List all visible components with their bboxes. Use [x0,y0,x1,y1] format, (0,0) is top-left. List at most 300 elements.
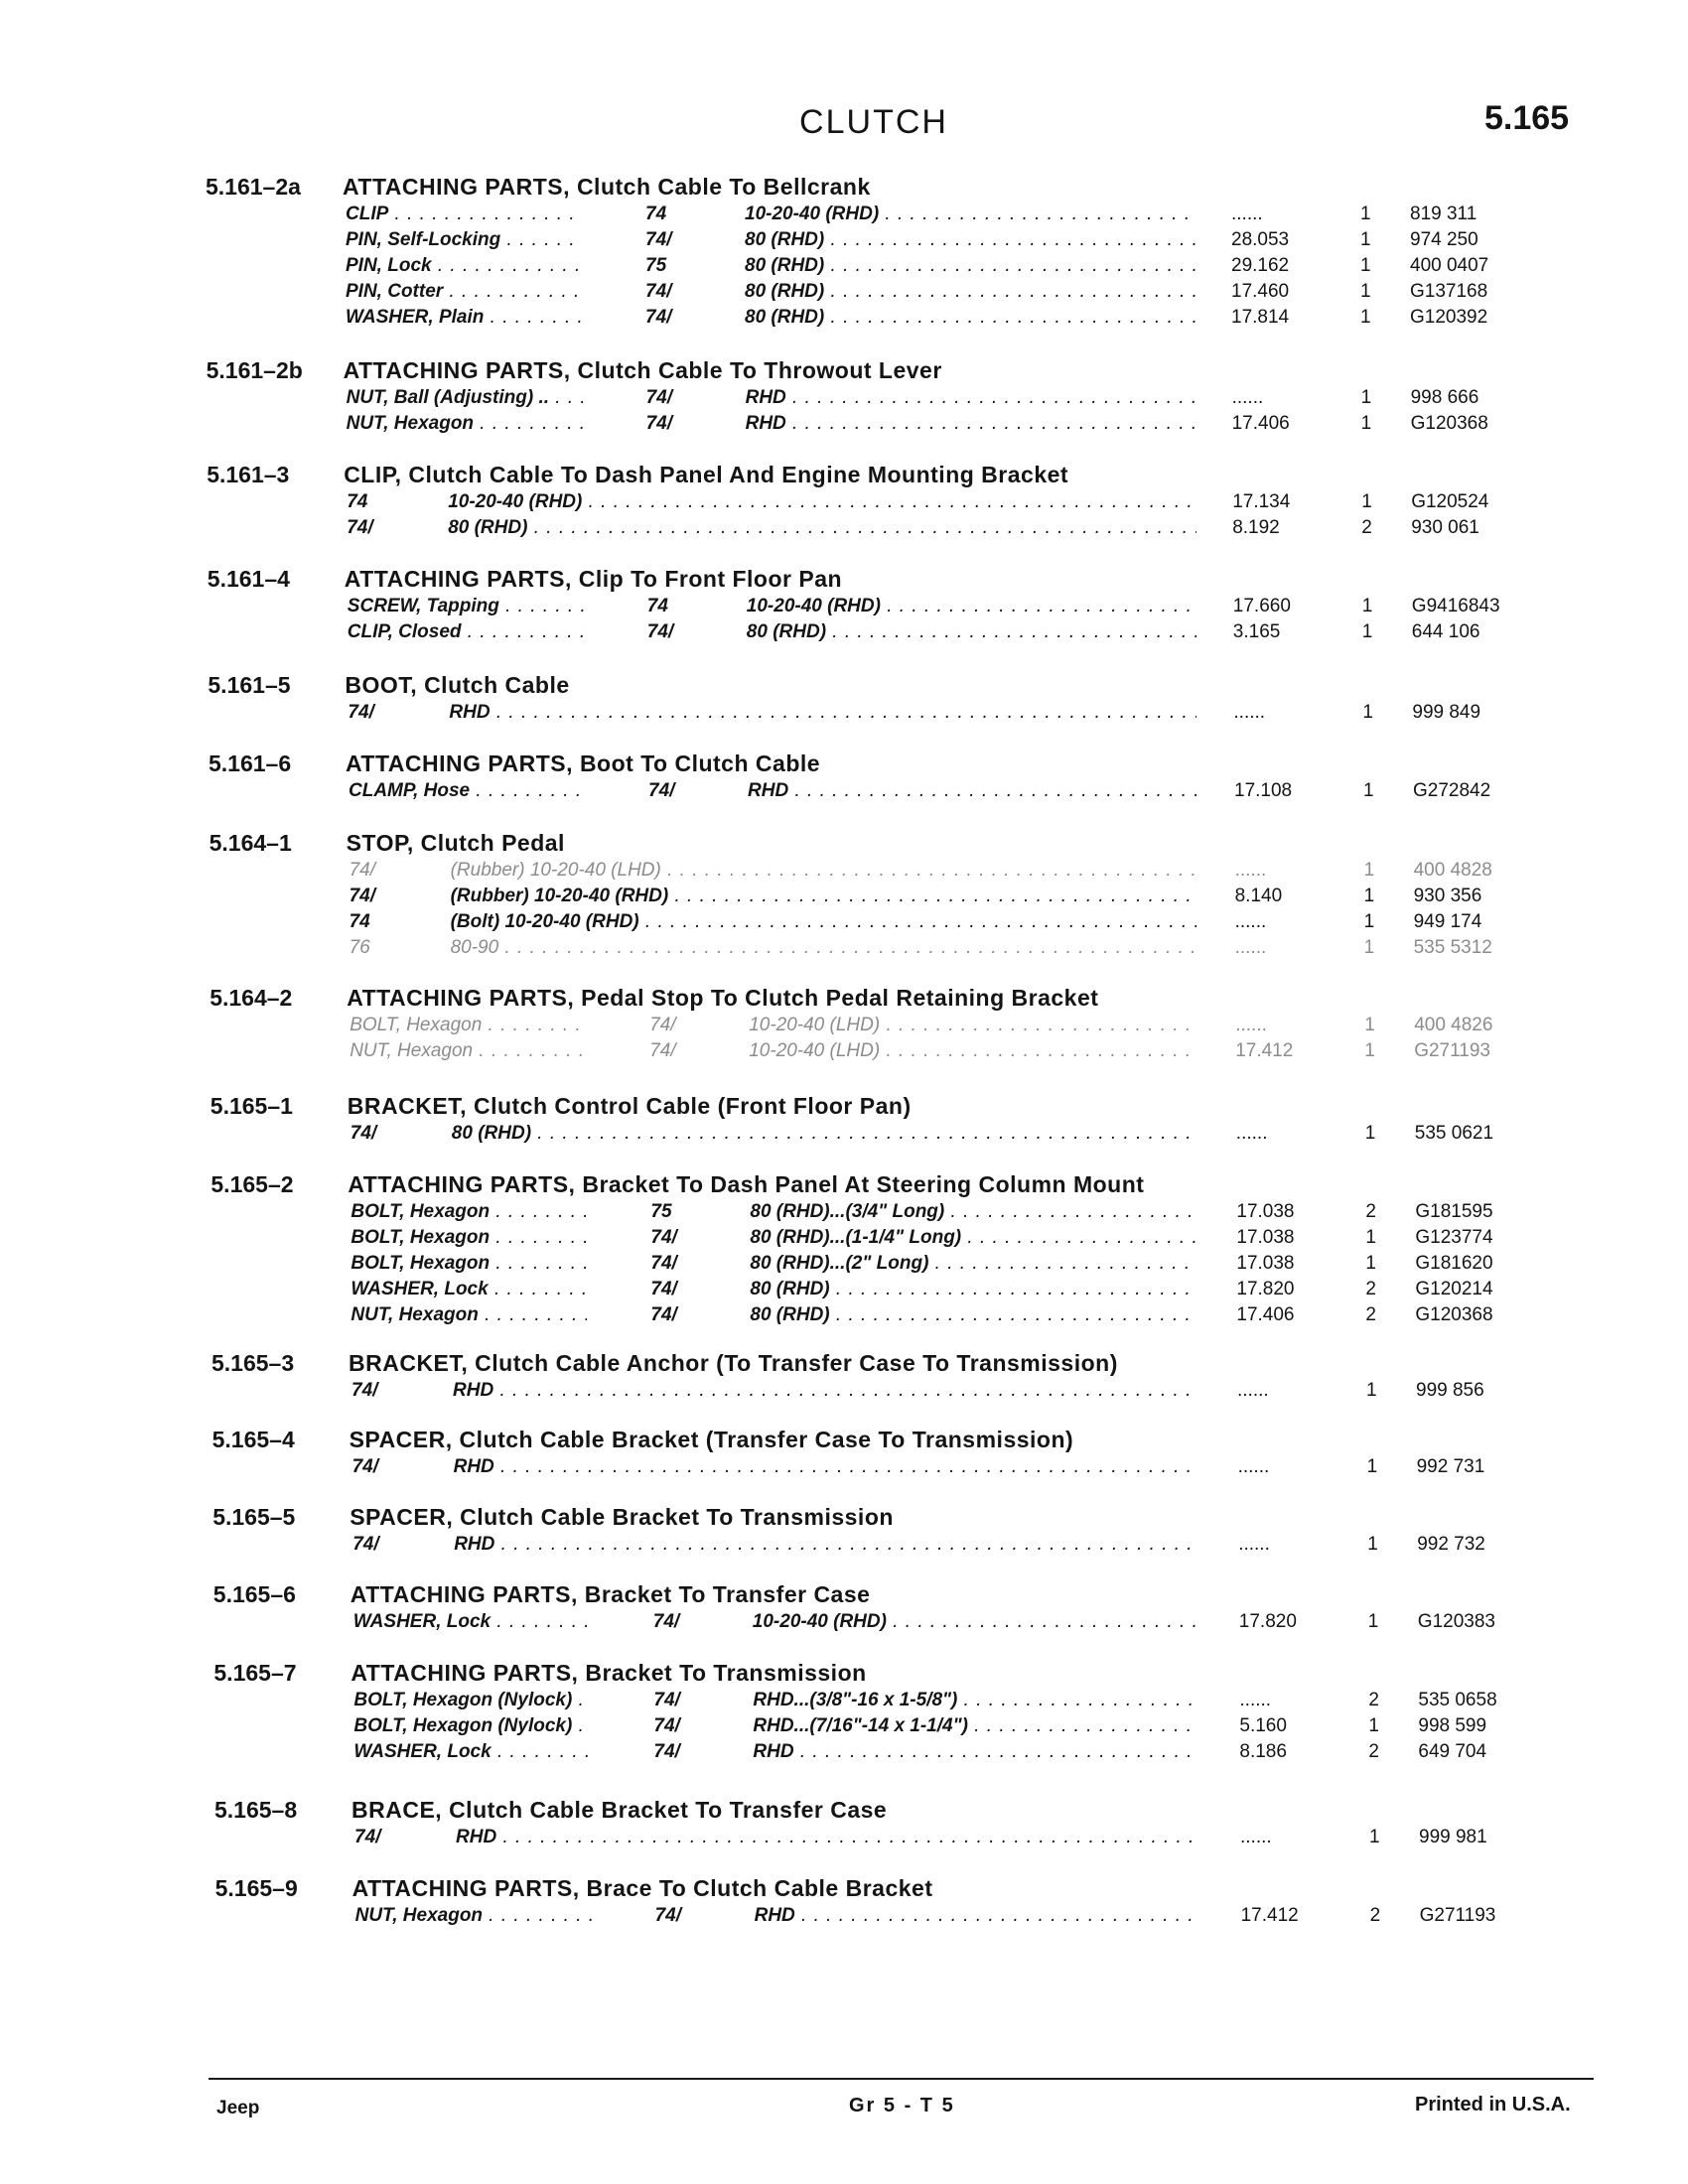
illustration-reference: 17.038 [1236,1201,1295,1222]
section-item-name: ATTACHING PARTS, [343,174,571,200]
quantity: 1 [1364,1123,1376,1144]
section-number: 5.161–3 [207,462,290,487]
part-number: 974 250 [1410,229,1478,250]
model-application: RHD . . . [753,1741,1196,1763]
model-year: 74/ [645,413,673,434]
part-row [0,204,1688,229]
section-title [352,1797,887,1824]
part-row [0,780,1688,806]
model-application: 80 (RHD) . . . [745,281,1196,303]
illustration-reference: ...... [1231,387,1264,408]
model-application: RHD...(3/8"-16 x 1-5/8") . . . [753,1690,1196,1711]
part-number: 999 981 [1419,1827,1487,1847]
model-year: 74/ [646,621,674,642]
part-row [0,281,1688,307]
section-number: 5.165–8 [214,1797,298,1823]
quantity: 2 [1368,1690,1379,1710]
part-description: WASHER, Lock . . . [351,1279,587,1300]
quantity: 1 [1360,281,1371,302]
part-row [0,491,1688,517]
part-row [0,1827,1688,1852]
part-description: WASHER, Lock . . . [353,1741,590,1763]
quantity: 1 [1363,911,1375,932]
model-year: 74/ [645,281,672,302]
illustration-reference: 17.660 [1232,596,1291,616]
section-item-name: ATTACHING PARTS, [346,751,574,776]
model-application: RHD . . . [454,1534,1196,1556]
quantity: 1 [1361,621,1373,642]
page-title: CLUTCH [799,103,948,141]
section-item-description: Boot To Clutch Cable [579,751,821,776]
part-number: 992 731 [1416,1456,1485,1477]
model-year: 74/ [649,1015,676,1035]
model-application: 80 (RHD)...(3/4" Long) . . . [750,1201,1196,1223]
quantity: 2 [1365,1201,1376,1222]
part-row [0,1304,1688,1330]
quantity: 1 [1362,702,1373,723]
part-row [0,1123,1688,1149]
section-item-name: BRACKET, [349,1350,469,1376]
part-number: G271193 [1419,1905,1496,1926]
part-row [0,1715,1688,1741]
part-description: BOLT, Hexagon . . . [351,1201,587,1223]
model-year: 74/ [645,229,672,250]
model-application: RHD . . . [449,702,1196,724]
part-row [0,387,1688,413]
illustration-reference: 17.412 [1240,1905,1299,1926]
section-item-description: Clutch Cable Bracket To Transmission [460,1504,894,1530]
section-item-name: SPACER, [349,1427,453,1452]
section-item-name: ATTACHING PARTS, [351,1660,579,1686]
illustration-reference: 5.160 [1239,1715,1287,1736]
quantity: 2 [1365,1279,1376,1299]
illustration-reference: 17.820 [1236,1279,1295,1299]
part-row [0,937,1688,963]
quantity: 1 [1369,1827,1380,1847]
model-application: 80 (RHD) . . . [750,1304,1196,1326]
model-application: RHD . . . [456,1827,1196,1848]
section-item-name: ATTACHING PARTS, [344,566,572,592]
model-year: 74/ [650,1279,677,1299]
model-application: 80 (RHD) . . . [747,621,1196,643]
illustration-reference: 3.165 [1232,621,1281,642]
part-description: WASHER, Lock . . . [353,1611,590,1633]
section-item-name: ATTACHING PARTS, [350,1581,578,1607]
quantity: 1 [1361,491,1372,512]
part-number: G120383 [1417,1611,1495,1632]
part-row [0,596,1688,621]
model-application: 80 (RHD) . . . [448,517,1196,539]
model-year: 74/ [649,1040,676,1061]
section-title [348,1093,912,1120]
section-number: 5.164–1 [209,830,292,856]
section-title [351,1660,866,1687]
illustration-reference: ...... [1237,1380,1269,1401]
model-year: 74 [645,204,667,224]
section-item-description: Clutch Control Cable (Front Floor Pan) [473,1093,912,1119]
part-number: G120368 [1415,1304,1493,1325]
section-item-description: Clutch Cable To Bellcrank [576,174,871,200]
model-application: 80 (RHD) . . . [750,1279,1196,1300]
model-application: 80 (RHD)...(1-1/4" Long) . . . [750,1227,1196,1249]
part-number: 644 106 [1411,621,1480,642]
part-row [0,886,1688,911]
part-number: G181595 [1415,1201,1493,1222]
quantity: 2 [1365,1304,1376,1325]
section-item-description: Clutch Cable [424,672,570,698]
illustration-reference: 17.406 [1231,413,1290,434]
part-description: CLIP . . . [346,204,582,225]
model-year: 74/ [347,517,373,538]
section-item-name: BRACE, [352,1797,443,1823]
part-description: BOLT, Hexagon . . . [351,1253,587,1275]
model-application: RHD . . . [755,1905,1196,1927]
part-row [0,255,1688,281]
illustration-reference: ...... [1234,860,1267,881]
model-year: 74/ [652,1611,680,1632]
section-number: 5.165–7 [213,1660,297,1686]
model-application: 80 (RHD)...(2" Long) . . . [750,1253,1196,1275]
part-row [0,517,1688,543]
part-description: CLIP, Closed . . . [348,621,584,643]
quantity: 2 [1361,517,1372,538]
model-application: 10-20-40 (RHD) . . . [753,1611,1196,1633]
model-application: 10-20-40 (RHD) . . . [448,491,1196,513]
model-year: 74 [646,596,668,616]
model-application: (Rubber) 10-20-40 (RHD) . . . [451,886,1196,907]
part-row [0,1741,1688,1767]
model-year: 74/ [352,1456,379,1477]
illustration-reference: 17.108 [1234,780,1293,801]
part-number: G120368 [1410,413,1488,434]
model-year: 74/ [645,387,673,408]
part-row [0,1040,1688,1066]
part-number: 999 856 [1416,1380,1484,1401]
illustration-reference: 28.053 [1231,229,1290,250]
model-year: 74/ [352,1380,378,1401]
part-row [0,911,1688,937]
quantity: 1 [1367,1611,1379,1632]
part-number: G120392 [1410,307,1488,328]
part-number: 949 174 [1413,911,1482,932]
section-item-description: Brace To Clutch Cable Bracket [586,1875,933,1901]
part-description: NUT, Hexagon . . . [355,1905,592,1927]
model-application: RHD . . . [453,1380,1196,1402]
model-year: 75 [650,1201,672,1222]
illustration-reference: ...... [1240,1827,1272,1847]
part-number: 930 061 [1411,517,1479,538]
model-application: 80 (RHD) . . . [745,255,1196,277]
part-description: PIN, Cotter . . . [346,281,582,303]
model-application: (Rubber) 10-20-40 (LHD) . . . [451,860,1196,882]
model-year: 74/ [352,1534,379,1555]
part-number: 998 599 [1418,1715,1487,1736]
quantity: 1 [1360,229,1371,250]
quantity: 1 [1363,886,1375,906]
illustration-reference: ...... [1235,1015,1267,1035]
section-title [350,1504,894,1531]
section-number: 5.165–6 [212,1581,296,1607]
quantity: 1 [1360,307,1371,328]
section-item-description: Clutch Cable To Dash Panel And Engine Mounting Bracket [408,462,1069,487]
section-title [351,1581,871,1608]
quantity: 1 [1366,1456,1378,1477]
part-number: G9416843 [1411,596,1500,616]
section-item-name: BRACKET, [347,1093,468,1119]
part-row [0,1015,1688,1040]
quantity: 1 [1366,1380,1377,1401]
section-title [347,985,1098,1012]
part-row [0,1905,1688,1931]
part-description: NUT, Ball (Adjusting) .. . . . [347,387,583,409]
illustration-reference: 8.186 [1239,1741,1287,1762]
quantity: 1 [1365,1227,1376,1248]
part-number: 999 849 [1412,702,1481,723]
section-item-description: Clutch Cable Bracket (Transfer Case To Transmission) [459,1427,1074,1452]
quantity: 1 [1363,860,1375,881]
section-number: 5.165–9 [214,1875,298,1901]
part-number: G123774 [1415,1227,1493,1248]
section-title [344,357,942,384]
section-title [345,566,842,593]
part-row [0,413,1688,439]
part-row [0,1690,1688,1715]
section-title [347,830,565,857]
model-year: 74/ [650,1253,677,1274]
illustration-reference: 17.134 [1232,491,1291,512]
section-title [349,1350,1118,1377]
section-item-description: Clutch Cable Anchor (To Transfer Case To Transmission) [475,1350,1118,1376]
part-number: 649 704 [1418,1741,1487,1762]
part-row [0,702,1688,728]
part-row [0,1279,1688,1304]
quantity: 1 [1368,1715,1379,1736]
model-application: 80 (RHD) . . . [452,1123,1196,1145]
footer-group: Gr 5 - T 5 [849,2095,955,2116]
section-number: 5.165–3 [211,1350,295,1376]
part-row [0,229,1688,255]
model-year: 76 [349,937,370,958]
illustration-reference: 8.140 [1234,886,1283,906]
model-application: 10-20-40 (LHD) . . . [749,1040,1196,1062]
section-item-description: Clutch Pedal [420,830,565,856]
model-application: RHD . . . [748,780,1196,802]
part-number: G137168 [1410,281,1488,302]
model-application: 80 (RHD) . . . [745,307,1196,329]
illustration-reference: ...... [1233,702,1266,723]
part-row [0,307,1688,333]
part-number: 819 311 [1410,204,1477,224]
section-number: 5.165–1 [210,1093,293,1119]
part-description: WASHER, Plain . . . [346,307,582,329]
illustration-reference: ...... [1239,1690,1272,1710]
part-row [0,621,1688,647]
part-description: PIN, Self-Locking . . . [346,229,582,251]
part-row [0,1253,1688,1279]
section-item-description: Bracket To Transmission [585,1660,867,1686]
part-description: BOLT, Hexagon . . . [351,1227,587,1249]
illustration-reference: ...... [1235,1123,1268,1144]
section-item-name: ATTACHING PARTS, [343,357,571,383]
part-description: NUT, Hexagon . . . [350,1040,586,1062]
model-application: RHD...(7/16"-14 x 1-1/4") . . . [753,1715,1196,1737]
model-year: 74 [347,491,368,512]
section-item-name: CLIP, [344,462,402,487]
section-item-name: SPACER, [350,1504,454,1530]
section-item-name: ATTACHING PARTS, [347,985,575,1011]
part-description: NUT, Hexagon . . . [351,1304,587,1326]
model-application: RHD . . . [746,387,1196,409]
illustration-reference: 17.038 [1236,1227,1295,1248]
quantity: 1 [1364,1040,1375,1061]
model-application: 80-90 . . . [451,937,1196,959]
quantity: 1 [1363,780,1374,801]
model-application: 80 (RHD) . . . [745,229,1196,251]
model-year: 74/ [349,886,376,906]
model-application: 10-20-40 (RHD) . . . [745,204,1196,225]
section-title [343,174,871,201]
section-item-description: Pedal Stop To Clutch Pedal Retaining Bracket [581,985,1099,1011]
part-number: 400 4826 [1414,1015,1493,1035]
part-number: 400 4828 [1413,860,1492,881]
part-description: PIN, Lock . . . [346,255,582,277]
illustration-reference: 17.412 [1235,1040,1294,1061]
section-title [345,672,569,699]
part-description: CLAMP, Hose . . . [349,780,585,802]
illustration-reference: ...... [1237,1456,1270,1477]
part-number: G120214 [1415,1279,1493,1299]
part-description: BOLT, Hexagon (Nylock) . . . [353,1715,590,1737]
quantity: 1 [1365,1253,1376,1274]
model-year: 74/ [650,1227,677,1248]
part-number: 535 0621 [1414,1123,1494,1144]
quantity: 1 [1360,387,1372,408]
quantity: 2 [1368,1741,1379,1762]
quantity: 1 [1360,413,1372,434]
part-row [0,1227,1688,1253]
section-number: 5.165–2 [211,1171,294,1197]
illustration-reference: 17.406 [1236,1304,1295,1325]
model-year: 74/ [354,1827,381,1847]
model-application: RHD . . . [746,413,1196,435]
section-item-description: Clutch Cable Bracket To Transfer Case [449,1797,888,1823]
part-description: BOLT, Hexagon . . . [350,1015,586,1036]
illustration-reference: 17.038 [1236,1253,1295,1274]
illustration-reference: ...... [1238,1534,1270,1555]
model-application: (Bolt) 10-20-40 (RHD) . . . [451,911,1196,933]
section-item-name: STOP, [346,830,414,856]
part-description: SCREW, Tapping . . . [348,596,584,617]
section-item-name: ATTACHING PARTS, [348,1171,576,1197]
section-number: 5.161–6 [209,751,292,776]
quantity: 2 [1369,1905,1381,1926]
section-item-description: Bracket To Dash Panel At Steering Column Mount [582,1171,1145,1197]
part-description: NUT, Hexagon . . . [347,413,583,435]
illustration-reference: ...... [1234,937,1267,958]
quantity: 1 [1360,204,1371,224]
part-number: 930 356 [1413,886,1482,906]
part-row [0,1456,1688,1482]
part-row [0,860,1688,886]
section-item-name: ATTACHING PARTS, [352,1875,580,1901]
section-number: 5.161–2a [206,174,301,200]
section-title [344,462,1068,488]
quantity: 1 [1363,937,1375,958]
page-number: 5.165 [1484,99,1570,137]
section-title [352,1875,933,1902]
model-year: 74/ [650,1304,677,1325]
part-row [0,1611,1688,1637]
section-item-description: Bracket To Transfer Case [584,1581,871,1607]
section-number: 5.161–4 [207,566,290,592]
illustration-reference: 17.460 [1231,281,1290,302]
model-year: 74/ [350,1123,377,1144]
footer-rule [209,2078,1594,2080]
quantity: 1 [1361,596,1373,616]
part-row [0,1201,1688,1227]
model-year: 74/ [348,702,374,723]
section-number: 5.165–5 [212,1504,296,1530]
illustration-reference: 17.820 [1238,1611,1297,1632]
part-number: G181620 [1415,1253,1493,1274]
model-year: 74 [349,911,370,932]
part-number: 998 666 [1410,387,1479,408]
model-year: 74/ [648,780,675,801]
part-row [0,1534,1688,1560]
illustration-reference: 8.192 [1232,517,1280,538]
quantity: 1 [1360,255,1371,276]
model-year: 74/ [653,1741,680,1762]
part-number: G271193 [1414,1040,1490,1061]
model-year: 74/ [349,860,376,881]
part-number: 400 0407 [1410,255,1489,276]
illustration-reference: 29.162 [1231,255,1290,276]
section-number: 5.161–2b [206,357,303,383]
section-number: 5.164–2 [210,985,293,1011]
section-title [350,1427,1074,1453]
section-number: 5.161–5 [208,672,291,698]
model-year: 74/ [653,1690,680,1710]
footer-printed: Printed in U.S.A. [1415,2094,1571,2116]
model-year: 74/ [653,1715,680,1736]
illustration-reference: 17.814 [1231,307,1290,328]
part-number: 535 5312 [1413,937,1492,958]
section-number: 5.165–4 [211,1427,295,1452]
part-row [0,1380,1688,1406]
model-application: RHD . . . [454,1456,1196,1478]
part-number: G120524 [1411,491,1489,512]
quantity: 1 [1367,1534,1378,1555]
part-number: 535 0658 [1418,1690,1497,1710]
illustration-reference: ...... [1231,204,1263,224]
section-item-description: Clip To Front Floor Pan [578,566,843,592]
section-item-description: Clutch Cable To Throwout Lever [577,357,942,383]
footer-brand: Jeep [216,2098,260,2118]
model-year: 74/ [645,307,672,328]
quantity: 1 [1364,1015,1375,1035]
part-number: 992 732 [1417,1534,1485,1555]
section-title [346,751,820,777]
model-year: 74/ [654,1905,682,1926]
section-title [348,1171,1144,1198]
model-year: 75 [645,255,667,276]
model-application: 10-20-40 (RHD) . . . [747,596,1196,617]
section-item-name: BOOT, [345,672,418,698]
illustration-reference: ...... [1234,911,1267,932]
part-description: BOLT, Hexagon (Nylock) . . . [353,1690,590,1711]
model-application: 10-20-40 (LHD) . . . [749,1015,1196,1036]
part-number: G272842 [1413,780,1491,801]
